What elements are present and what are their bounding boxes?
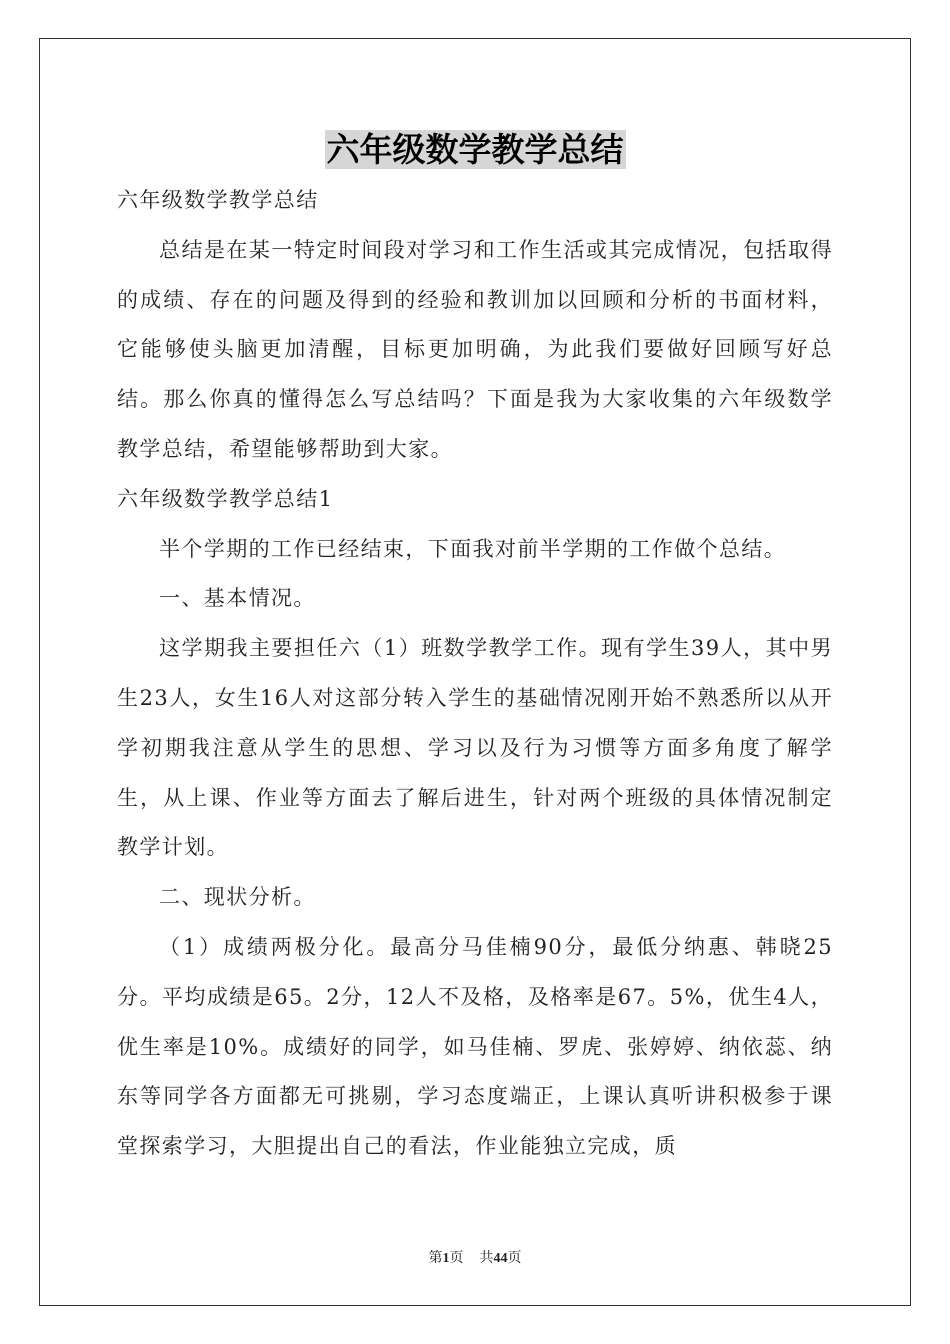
paragraph: 这学期我主要担任六（1）班数学教学工作。现有学生39人，其中男生23人，女生16人对这部分转入学生的基础情况刚开始不熟悉所以从开学初期我注意从学生的思想、学习以及行为习惯等方面多角度了解学生，从上课、作业等方面去了解后进生，针对两个班级的具体情况制定教学计划。 [117, 636, 833, 860]
page-number: 1 [442, 1251, 450, 1266]
paragraph: 总结是在某一特定时间段对学习和工作生活或其完成情况，包括取得的成绩、存在的问题及得到的经验和教训加以回顾和分析的书面材料，它能够使头脑更加清醒，目标更加明确，为此我们要做好回顾写好总结。那么你真的懂得怎么写总结吗？下面是我为大家收集的六年级数学教学总结，希望能够帮助到大家。 [117, 237, 833, 461]
paragraph: 一、基本情况。 [159, 586, 316, 611]
document-title-text: 六年级数学教学总结 [326, 130, 624, 169]
paragraph: （1）成绩两极分化。最高分马佳楠90分，最低分纳惠、韩晓25分。平均成绩是65。2分，12人不及格，及格率是67。5%，优生4人，优生率是10%。成绩好的同学，如马佳楠、罗虎、张婷婷、纳依蕊、纳东等同学各方面都无可挑剔，学习态度端正，上课认真听讲积极参于课堂探索学习，大胆提出自己的看法，作业能独立完成，质 [117, 934, 833, 1159]
page-footer [0, 1247, 950, 1267]
paragraph: 六年级数学教学总结1 [117, 486, 334, 511]
paragraph: 半个学期的工作已经结束，下面我对前半学期的工作做个总结。 [159, 536, 787, 561]
total-suffix: 页 [507, 1251, 522, 1266]
page-prefix: 第 [428, 1251, 443, 1266]
total-pages: 44 [493, 1251, 508, 1266]
paragraph: 六年级数学教学总结 [117, 188, 319, 212]
page-suffix: 页 [449, 1251, 464, 1266]
document-title [0, 128, 950, 172]
document-body [117, 176, 833, 1172]
total-prefix: 共 [479, 1251, 494, 1266]
paragraph: 二、现状分析。 [159, 885, 316, 910]
